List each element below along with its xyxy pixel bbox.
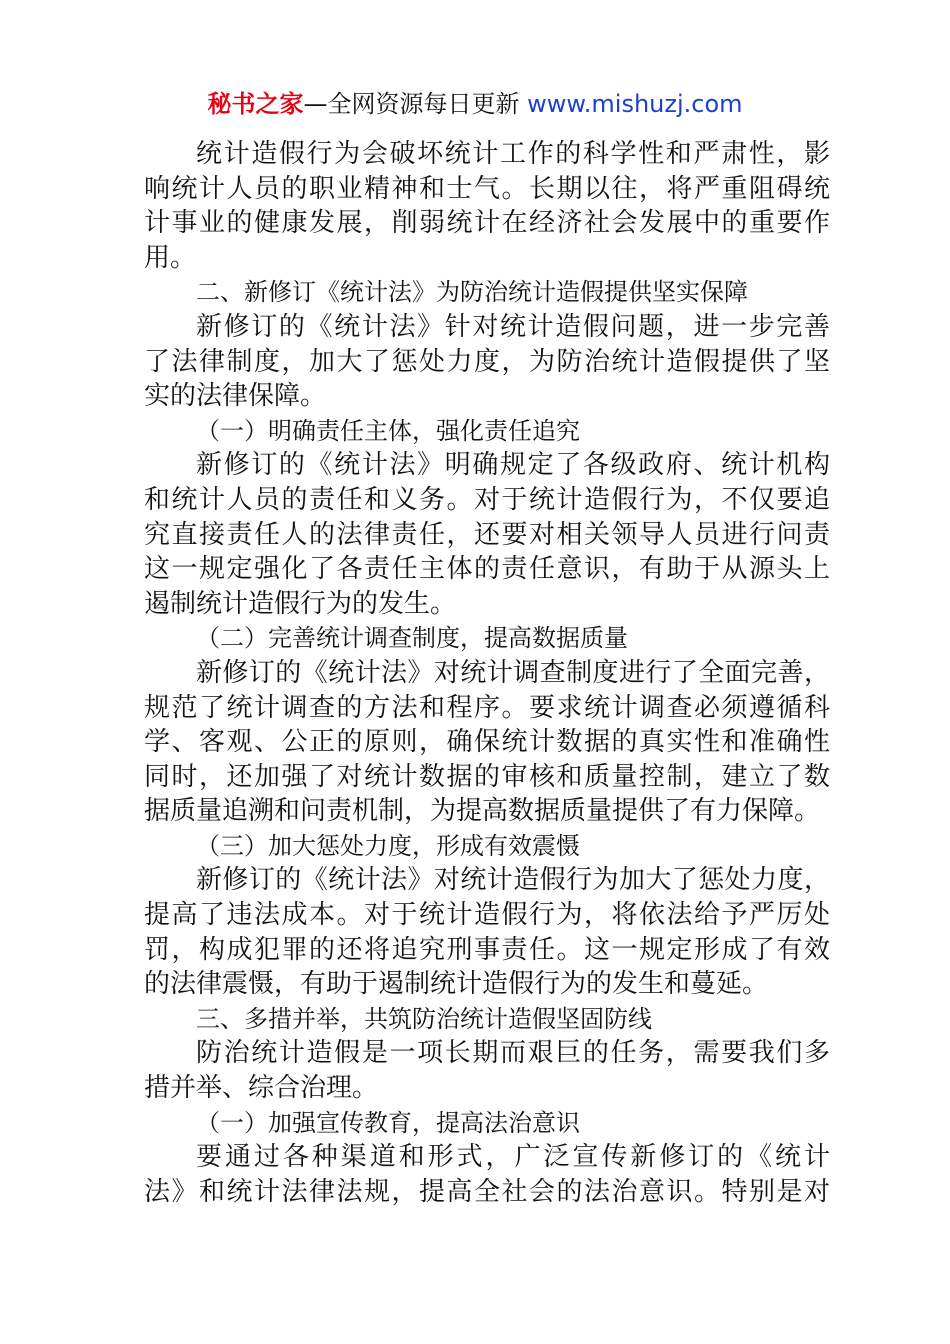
body-text-line: 提高了违法成本。对于统计造假行为，将依法给予严厉处: [144, 900, 830, 931]
body-text-line: 防治统计造假是一项长期而艰巨的任务，需要我们多: [196, 1038, 830, 1069]
body-text-line: 统计造假行为会破坏统计工作的科学性和严肃性，影: [196, 139, 830, 169]
body-text-line: 和统计人员的责任和义务。对于统计造假行为，不仅要追: [144, 484, 830, 515]
body-text-line: 新修订的《统计法》针对统计造假问题，进一步完善: [196, 311, 830, 342]
body-text-line: 了法律制度，加大了惩处力度，为防治统计造假提供了坚: [144, 346, 830, 377]
body-text-line: 规范了统计调查的方法和程序。要求统计调查必须遵循科: [144, 692, 830, 723]
document-body: [144, 137, 830, 1209]
section-heading: （一）加强宣传教育，提高法治意识: [196, 1108, 580, 1137]
body-text-line: 罚，构成犯罪的还将追究刑事责任。这一规定形成了有效: [144, 934, 830, 965]
body-text-line: 用。: [144, 242, 197, 273]
body-text-line: 要通过各种渠道和形式，广泛宣传新修订的《统计: [196, 1142, 830, 1173]
body-text-line: 新修订的《统计法》明确规定了各级政府、统计机构: [196, 450, 830, 481]
body-text-line: 学、客观、公正的原则，确保统计数据的真实性和准确性: [144, 727, 830, 758]
body-text-line: 法》和统计法律法规，提高全社会的法治意识。特别是对: [144, 1176, 830, 1207]
body-text-line: 这一规定强化了各责任主体的责任意识，有助于从源头上: [144, 554, 830, 585]
body-text-line: 新修订的《统计法》对统计造假行为加大了惩处力度，: [196, 865, 830, 896]
section-heading: （一）明确责任主体，强化责任追究: [196, 416, 580, 445]
body-text-line: 响统计人员的职业精神和士气。长期以往，将严重阻碍统: [144, 173, 830, 204]
body-text-line: 实的法律保障。: [144, 381, 327, 412]
body-text-line: 究直接责任人的法律责任，还要对相关领导人员进行问责: [144, 519, 830, 550]
site-slogan: —全网资源每日更新: [303, 90, 528, 118]
section-heading: 二、新修订《统计法》为防治统计造假提供坚实保障: [196, 278, 748, 307]
body-text-line: 遏制统计造假行为的发生。: [144, 588, 457, 619]
site-url-link[interactable]: www.mishuzj.com: [527, 90, 743, 118]
body-text-line: 新修订的《统计法》对统计调查制度进行了全面完善，: [196, 657, 830, 688]
body-text-line: 同时，还加强了对统计数据的审核和质量控制，建立了数: [144, 761, 830, 792]
section-heading: 三、多措并举，共筑防治统计造假坚固防线: [196, 1004, 652, 1033]
body-text-line: 措并举、综合治理。: [144, 1073, 379, 1104]
body-text-line: 计事业的健康发展，削弱统计在经济社会发展中的重要作: [144, 208, 830, 239]
section-heading: （二）完善统计调查制度，提高数据质量: [196, 624, 628, 653]
body-text-line: 的法律震慑，有助于遏制统计造假行为的发生和蔓延。: [144, 969, 769, 1000]
body-text-line: 据质量追溯和问责机制，为提高数据质量提供了有力保障。: [144, 796, 821, 827]
site-brand: 秘书之家: [207, 90, 304, 118]
site-header: [0, 88, 950, 120]
section-heading: （三）加大惩处力度，形成有效震慑: [196, 831, 580, 860]
